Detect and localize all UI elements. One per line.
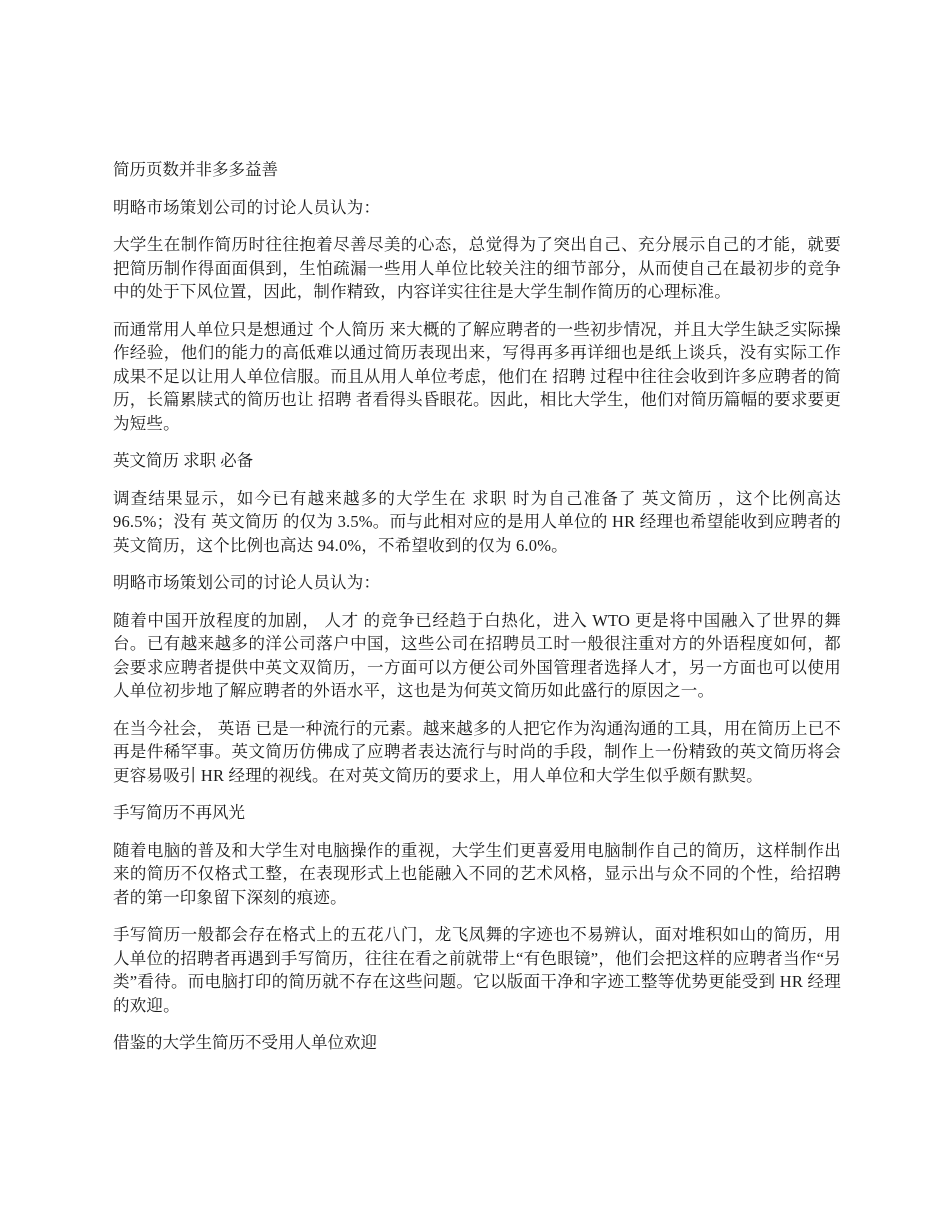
- section-heading-page-count: 简历页数并非多多益善: [113, 160, 278, 179]
- paragraph-student-mindset: 大学生在制作简历时往往抱着尽善尽美的心态，总觉得为了突出自己、充分展示自己的才能，就要把简历制作得面面俱到，生怕疏漏一些用人单位比较关注的细节部分，从而使自己在最初步的竞争中的处于下风位置，因此，制作精致，内容详实往往是大学生制作简历的心理标准。: [113, 235, 841, 301]
- paragraph-computer-resume: 随着电脑的普及和大学生对电脑操作的重视，大学生们更喜爱用电脑制作自己的简历，这样制作出来的简历不仅格式工整，在表现形式上也能融入不同的艺术风格，显示出与众不同的个性，给招聘者的第一印象留下深刻的痕迹。: [113, 840, 841, 907]
- paragraph-employer-view: 而通常用人单位只是想通过 个人简历 来大概的了解应聘者的一些初步情况，并且大学生缺乏实际操作经验，他们的能力的高低难以通过简历表现出来，写得再多再详细也是纸上谈兵，没有实际工作成果不足以让用人单位信服。而且从用人单位考虑，他们在 招聘 过程中往往会收到许多应聘者的简历，长篇累牍式的简历也让 招聘 者看得头昏眼花。因此，相比大学生，他们对简历篇幅的要求要更为短些。: [113, 319, 841, 433]
- paragraph-researcher-opinion-2: 明略市场策划公司的讨论人员认为：: [113, 573, 381, 592]
- section-heading-handwritten: 手写简历不再风光: [113, 803, 245, 822]
- paragraph-researcher-opinion-1: 明略市场策划公司的讨论人员认为：: [113, 197, 381, 217]
- document-page: [113, 158, 841, 1069]
- section-heading-borrowed-resume: 借鉴的大学生简历不受用人单位欢迎: [113, 1033, 377, 1052]
- paragraph-survey-results: 调查结果显示，如今已有越来越多的大学生在 求职 时为自己准备了 英文简历 ，这个比例高达 96.5%；没有 英文简历 的仅为 3.5%。而与此相对应的是用人单位的 HR 经理也希望能收到应聘者的英文简历，这个比例也高达 94.0%，不希望收到的仅为 6.0%。: [113, 488, 841, 555]
- paragraph-handwritten-issues: 手写简历一般都会存在格式上的五花八门，龙飞凤舞的字迹也不易辨认，面对堆积如山的简历，用人单位的招聘者再遇到手写简历，往往在看之前就带上“有色眼镜”，他们会把这样的应聘者当作“另类”看待。而电脑打印的简历就不存在这些问题。它以版面干净和字迹工整等优势更能受到 HR 经理的欢迎。: [113, 925, 841, 1015]
- paragraph-globalization: 随着中国开放程度的加剧， 人才 的竞争已经趋于白热化，进入 WTO 更是将中国融入了世界的舞台。已有越来越多的洋公司落户中国，这些公司在招聘员工时一般很注重对方的外语程度如何，都会要求应聘者提供中英文双简历，一方面可以方便公司外国管理者选择人才，另一方面也可以使用人单位初步地了解应聘者的外语水平，这也是为何英文简历如此盛行的原因之一。: [113, 610, 841, 700]
- paragraph-english-trend: 在当今社会， 英语 已是一种流行的元素。越来越多的人把它作为沟通沟通的工具，用在简历上已不再是件稀罕事。英文简历仿佛成了应聘者表达流行与时尚的手段，制作上一份精致的英文简历将会更容易吸引 HR 经理的视线。在对英文简历的要求上，用人单位和大学生似乎颇有默契。: [113, 718, 841, 785]
- section-heading-english-resume: 英文简历 求职 必备: [113, 451, 254, 470]
